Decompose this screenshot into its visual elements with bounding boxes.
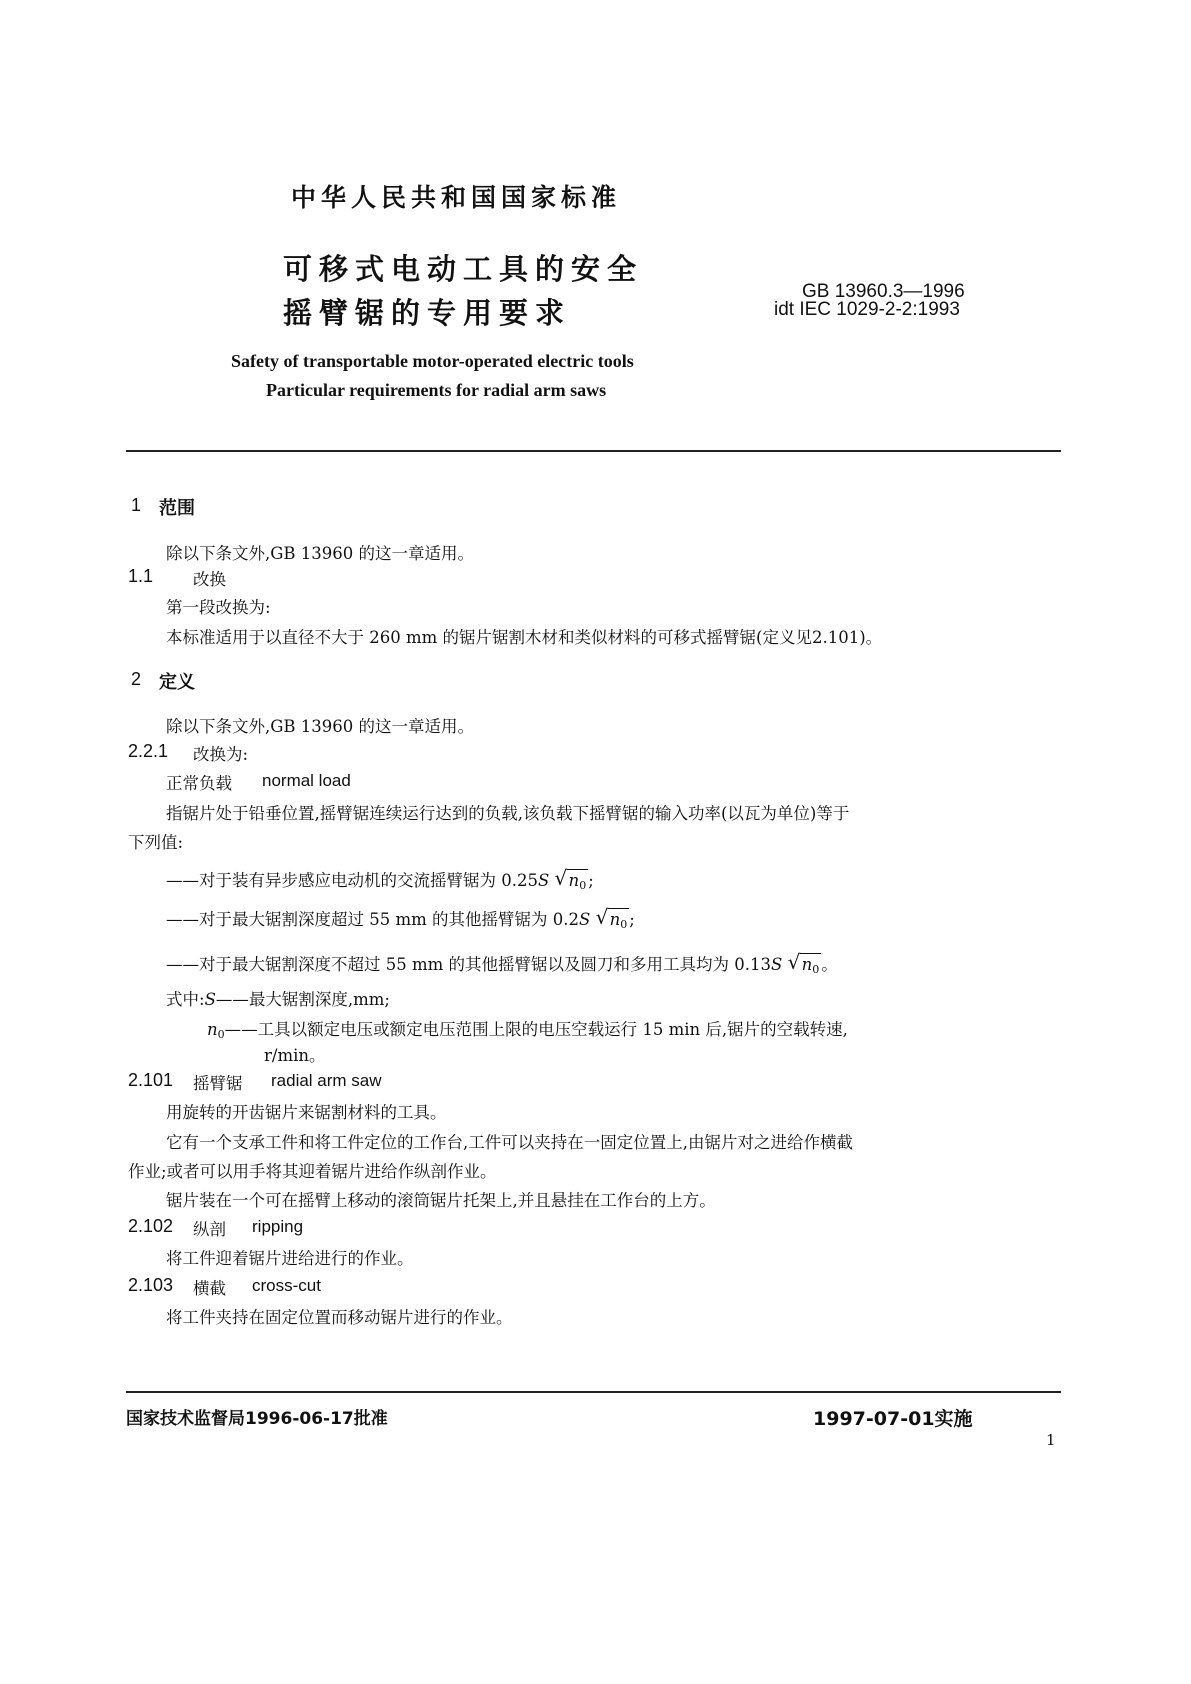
clause-2-2-1-title: 改换为:: [193, 745, 249, 764]
formula-s: S: [771, 955, 783, 974]
load-item-3-end: 。: [821, 955, 838, 974]
clause-2-102-term-en: ripping: [252, 1217, 304, 1236]
normal-load-desc-2: 下列值:: [128, 833, 184, 852]
clause-2-2-1-number: 2.2.1: [128, 741, 169, 761]
formula-subscript: 0: [812, 963, 820, 976]
clause-2-101-p2a: 它有一个支承工件和将工件定位的工作台,工件可以夹持在一固定位置上,由锯片对之进给作横截: [166, 1133, 853, 1152]
sqrt-formula: [596, 908, 630, 931]
clause-2-102-number: 2.102: [128, 1216, 174, 1236]
normal-load-term-en: normal load: [262, 771, 351, 790]
load-item-2-end: ;: [629, 910, 635, 929]
sqrt-formula: [555, 869, 589, 892]
title-cn-line2: 摇臂锯的专用要求: [283, 296, 572, 330]
clause-2-103-number: 2.103: [128, 1275, 174, 1295]
where-n-symbol: $n_0$: [207, 1020, 225, 1041]
where-s-symbol: S: [204, 990, 216, 1009]
where-n-line: [207, 1016, 848, 1041]
normal-load-desc-1: 指锯片处于铅垂位置,摇臂锯连续运行达到的负载,该负载下摇臂锯的输入功率(以瓦为单位)等于: [166, 804, 850, 823]
load-item-3: [166, 951, 838, 976]
standard-number: GB 13960.3—1996: [802, 281, 965, 302]
standard-idt: idt IEC 1029-2-2:1993: [774, 299, 960, 320]
sqrt-formula: [788, 953, 822, 976]
where-s-line: [166, 986, 390, 1010]
header-rule: [126, 450, 1061, 452]
load-item-2-text: ——对于最大锯割深度超过 55 mm 的其他摇臂锯为 0.2: [166, 910, 580, 929]
title-en-line1: Safety of transportable motor-operated electric tools: [231, 351, 634, 371]
effective-date: 1997-07-01实施: [813, 1408, 973, 1430]
formula-n: n: [568, 871, 580, 890]
formula-subscript: 0: [620, 918, 628, 931]
clause-2-101-p3: 锯片装在一个可在摇臂上移动的滚筒锯片托架上,并且悬挂在工作台的上方。: [166, 1191, 716, 1210]
clause-2-101-p2b: 作业;或者可以用手将其迎着锯片进给作纵剖作业。: [128, 1162, 497, 1181]
section-1-intro: 除以下条文外,GB 13960 的这一章适用。: [166, 544, 475, 563]
clause-1-1-number: 1.1: [128, 566, 154, 586]
load-item-3-text: ——对于最大锯割深度不超过 55 mm 的其他摇臂锯以及圆刀和多用工具均为 0.13: [166, 955, 772, 974]
formula-n: n: [609, 910, 621, 929]
formula-s: S: [537, 871, 550, 890]
clause-2-103-p: 将工件夹持在固定位置而移动锯片进行的作业。: [166, 1308, 513, 1327]
footer-rule: [126, 1391, 1061, 1393]
normal-load-term-cn: 正常负载: [166, 774, 232, 793]
clause-1-1-title: 改换: [193, 570, 226, 589]
load-item-1-text: ——对于装有异步感应电动机的交流摇臂锯为 0.25: [166, 871, 538, 890]
section-2-intro: 除以下条文外,GB 13960 的这一章适用。: [166, 717, 475, 736]
section-1-number: 1: [131, 495, 142, 515]
title-en-line2: Particular requirements for radial arm saws: [266, 380, 607, 400]
section-1-title: 范围: [159, 498, 195, 519]
clause-2-103-term-cn: 横截: [193, 1279, 226, 1298]
approval-date: 国家技术监督局1996-06-17批准: [126, 1409, 388, 1429]
clause-2-101-number: 2.101: [128, 1070, 174, 1090]
where-n-line-2: r/min。: [264, 1046, 326, 1065]
formula-s: S: [579, 910, 591, 929]
load-item-1: [166, 867, 594, 892]
clause-2-101-p1: 用旋转的开齿锯片来锯割材料的工具。: [166, 1103, 447, 1122]
clause-1-1-line2: 本标准适用于以直径不大于 260 mm 的锯片锯割木材和类似材料的可移式摇臂锯(定义见2.101)。: [166, 628, 883, 647]
clause-2-101-term-en: radial arm saw: [271, 1071, 382, 1090]
title-cn-line1: 可移式电动工具的安全: [283, 252, 644, 286]
national-standard-heading: 中华人民共和国国家标准: [291, 183, 622, 212]
clause-2-102-term-cn: 纵剖: [193, 1220, 226, 1239]
formula-subscript: 0: [579, 879, 587, 892]
formula-n: n: [801, 955, 813, 974]
load-item-2: [166, 906, 635, 931]
section-2-number: 2: [131, 669, 142, 689]
where-label: 式中:: [166, 990, 205, 1009]
where-n-desc: ——工具以额定电压或额定电压范围上限的电压空载运行 15 min 后,锯片的空载转速,: [224, 1020, 848, 1039]
clause-1-1-line1: 第一段改换为:: [166, 598, 271, 617]
clause-2-103-term-en: cross-cut: [252, 1276, 321, 1295]
page-number: 1: [1046, 1431, 1056, 1449]
clause-2-102-p: 将工件迎着锯片进给进行的作业。: [166, 1249, 414, 1268]
clause-2-101-term-cn: 摇臂锯: [193, 1074, 243, 1093]
where-s-desc: ——最大锯割深度,mm;: [215, 990, 390, 1009]
load-item-1-end: ;: [588, 871, 594, 890]
section-2-title: 定义: [159, 672, 195, 693]
